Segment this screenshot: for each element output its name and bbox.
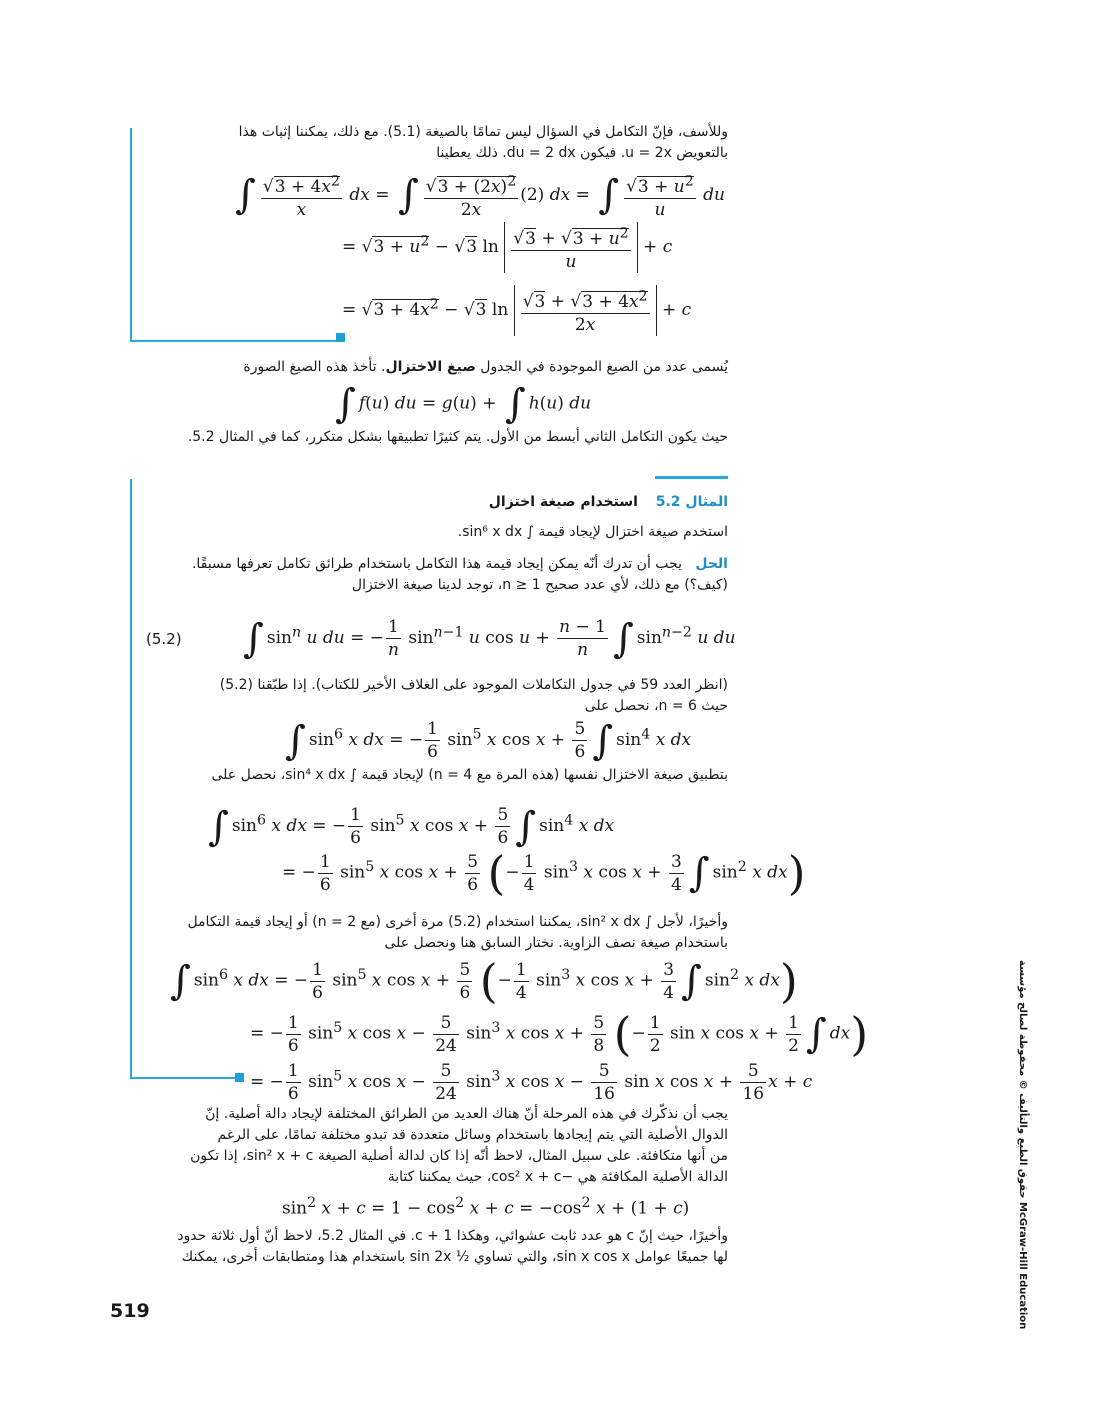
example-title: استخدام صيغة اختزال [488,494,638,510]
end-of-example-5-2-mark [235,1073,244,1082]
equation-n6: ∫ $\sin^6 x$ dx = − $\frac{1}{6}$ $\sin^5 x$ cos x + $\frac{5}{6}$ ∫ $\sin^4 x$ dx [285,717,692,764]
reduction-intro: يُسمى عدد من الصيغ الموجودة في الجدول صيغ الاختزال. تأخذ هذه الصيغ الصورة [243,359,728,375]
side-copyright: حقوق الطبع والتأليف © محفوظة لصالح مؤسسة McGraw-Hill Education [1017,960,1028,1330]
example-5-2-top-rule [655,476,728,479]
solution-paragraph: الحل يجب أن تدرك أنّه يمكن إيجاد قيمة هذا التكامل باستخدام طرائق تكامل تعرفها مسبقًا. (كيف؟) مع ذلك، لأي عدد صحيح n ≥ 1، توجد لدينا صيغة الاختزال [191,556,728,593]
example-statement: استخدم صيغة اختزال لإيجاد قيمة ∫ sin⁶ x dx. [457,524,728,540]
equation-number: (5.2) [146,630,182,648]
solution-label: الحل [695,556,728,572]
example-label: المثال 5.2 [655,494,728,510]
example-5-2-left-rule [130,479,132,1078]
paragraph-substitution: وللأسف، فإنّ التكامل في السؤال ليس تمامًا بالصيغة (5.1). مع ذلك، يمكننا إثبات هذا بالتعويض u = 2x. فيكون du = 2 dx. ذلك يعطينا [238,124,728,161]
identity-equation: $\sin^2 x + c = 1 - \cos^2 x + c = -\cos^2$ x + (1 + c) [282,1195,690,1219]
example-5-2-bottom-rule [130,1077,235,1079]
page-number: 519 [110,1300,150,1322]
finally-paragraph: وأخيرًا، لأجل ∫ sin² x dx، يمكننا استخدام (5.2) مرة أخرى (مع n = 2) أو إيجاد قيمة التكامل باستخدام صيغة نصف الزاوية. نختار السابق هنا ونحصل على [187,914,728,951]
equation-final-line1: ∫ $\sin^6 x$ dx = − $\frac{1}{6}$ $\sin^5 x$ cos x + $\frac{5}{6}$ (− $\frac{1}{4}$ $\sin^3 x$ cos x + $\frac{3}{4}$ ∫ $\sin^2 x$ dx) [170,954,798,1008]
general-reduction-formula: ∫ f(u) du = g(u) + ∫ h(u) du [335,381,592,427]
final-paragraph: وأخيرًا، حيث إنّ c هو عدد ثابت عشوائي، وهكذا c + 1. في المثال 5.2، لاحظ أنّ أول ثلاثة حدود لها جميعًا عوامل sin x cos x، والتي تساوي ½ sin 2x باستخدام هذا ومتطابقات أخرى، يمكنك [177,1228,728,1265]
example-left-rule [130,128,132,341]
equation-n4-line1: ∫ $\sin^6 x$ dx = − $\frac{1}{6}$ $\sin^5 x$ cos x + $\frac{5}{6}$ ∫ $\sin^4 x$ dx [208,803,615,850]
apply-n4-text: بتطبيق صيغة الاختزال نفسها (هذه المرة مع n = 4) لإيجاد قيمة ∫ sin⁴ x dx، نحصل على [211,767,728,783]
reduction-followup: حيث يكون التكامل الثاني أبسط من الأول. يتم كثيرًا تطبيقها بشكل متكرر، كما في المثال 5.2. [187,429,728,445]
equation-substitution-line1: ∫ $\frac{√3 + 4x^2}{x}$ dx = ∫ $\frac{√3 + (2x)^2}{2x}$ (2) dx = ∫ $\frac{√3 + u^2}{u}$ du [232,170,725,221]
equation-final-line2: = − $\frac{1}{6}$ $\sin^5 x$ cos x − $\frac{5}{24}$ $\sin^3 x$ cos x + $\frac{5}{8}$ (− $\frac{1}{2}$ sin x cos x + $\frac{1}{2}$ ∫ dx) [250,1007,869,1061]
example-bottom-rule [130,340,343,342]
equation-substitution-line3: = $√3 + 4x^2 - √3$ ln $\frac{√3 + √3 + 4x^2}{2x}$ + c [342,285,691,336]
reduction-term: صيغ الاختزال [385,359,476,375]
example-5-2-heading [300,492,728,513]
table-reference-note: (انظر العدد 59 في جدول التكاملات الموجود على الغلاف الأخير للكتاب). إذا طبّقنا (5.2) حيث n = 6، نحصل على [219,677,728,714]
equation-n4-line2: = − $\frac{1}{6}$ $\sin^5 x$ cos x + $\frac{5}{6}$ (− $\frac{1}{4}$ $\sin^3 x$ cos x + $\frac{3}{4}$ ∫ $\sin^2 x$ dx) [282,846,806,900]
antiderivative-paragraph: يجب أن نذكّرك في هذه المرحلة أنّ هناك العديد من الطرائق المختلفة لإيجاد دالة أصلية. إنّ الدوال الأصلية التي يتم إيجادها باستخدام وسائل متعددة قد تبدو مختلفة تمامًا، على الرغم من أنها متكافئة. على سبيل المثال، لاحظ أنّه إذا كان لدالة أصلية الصيغة sin² x + c، إذا تكون الدالة الأصلية المكافئة هي −cos² x + c، حيث يمكننا كتابة [190,1106,728,1185]
reduction-formula-5-2: ∫ $\sin^n u$ du = − $\frac{1}{n}$ $\sin^{n-1} u$ cos u + $\frac{n - 1}{n}$ ∫ $\sin^{n-2} u$ du [243,615,736,662]
equation-substitution-line2: = $√3 + u^2 - √3$ ln $\frac{√3 + √3 + u^2}{u}$ + c [342,222,672,273]
equation-final-line3: = − $\frac{1}{6}$ $\sin^5 x$ cos x − $\frac{5}{24}$ $\sin^3 x$ cos x − $\frac{5}{16}$ sin x cos x + $\frac{5}{16}$ x + c [250,1061,813,1104]
